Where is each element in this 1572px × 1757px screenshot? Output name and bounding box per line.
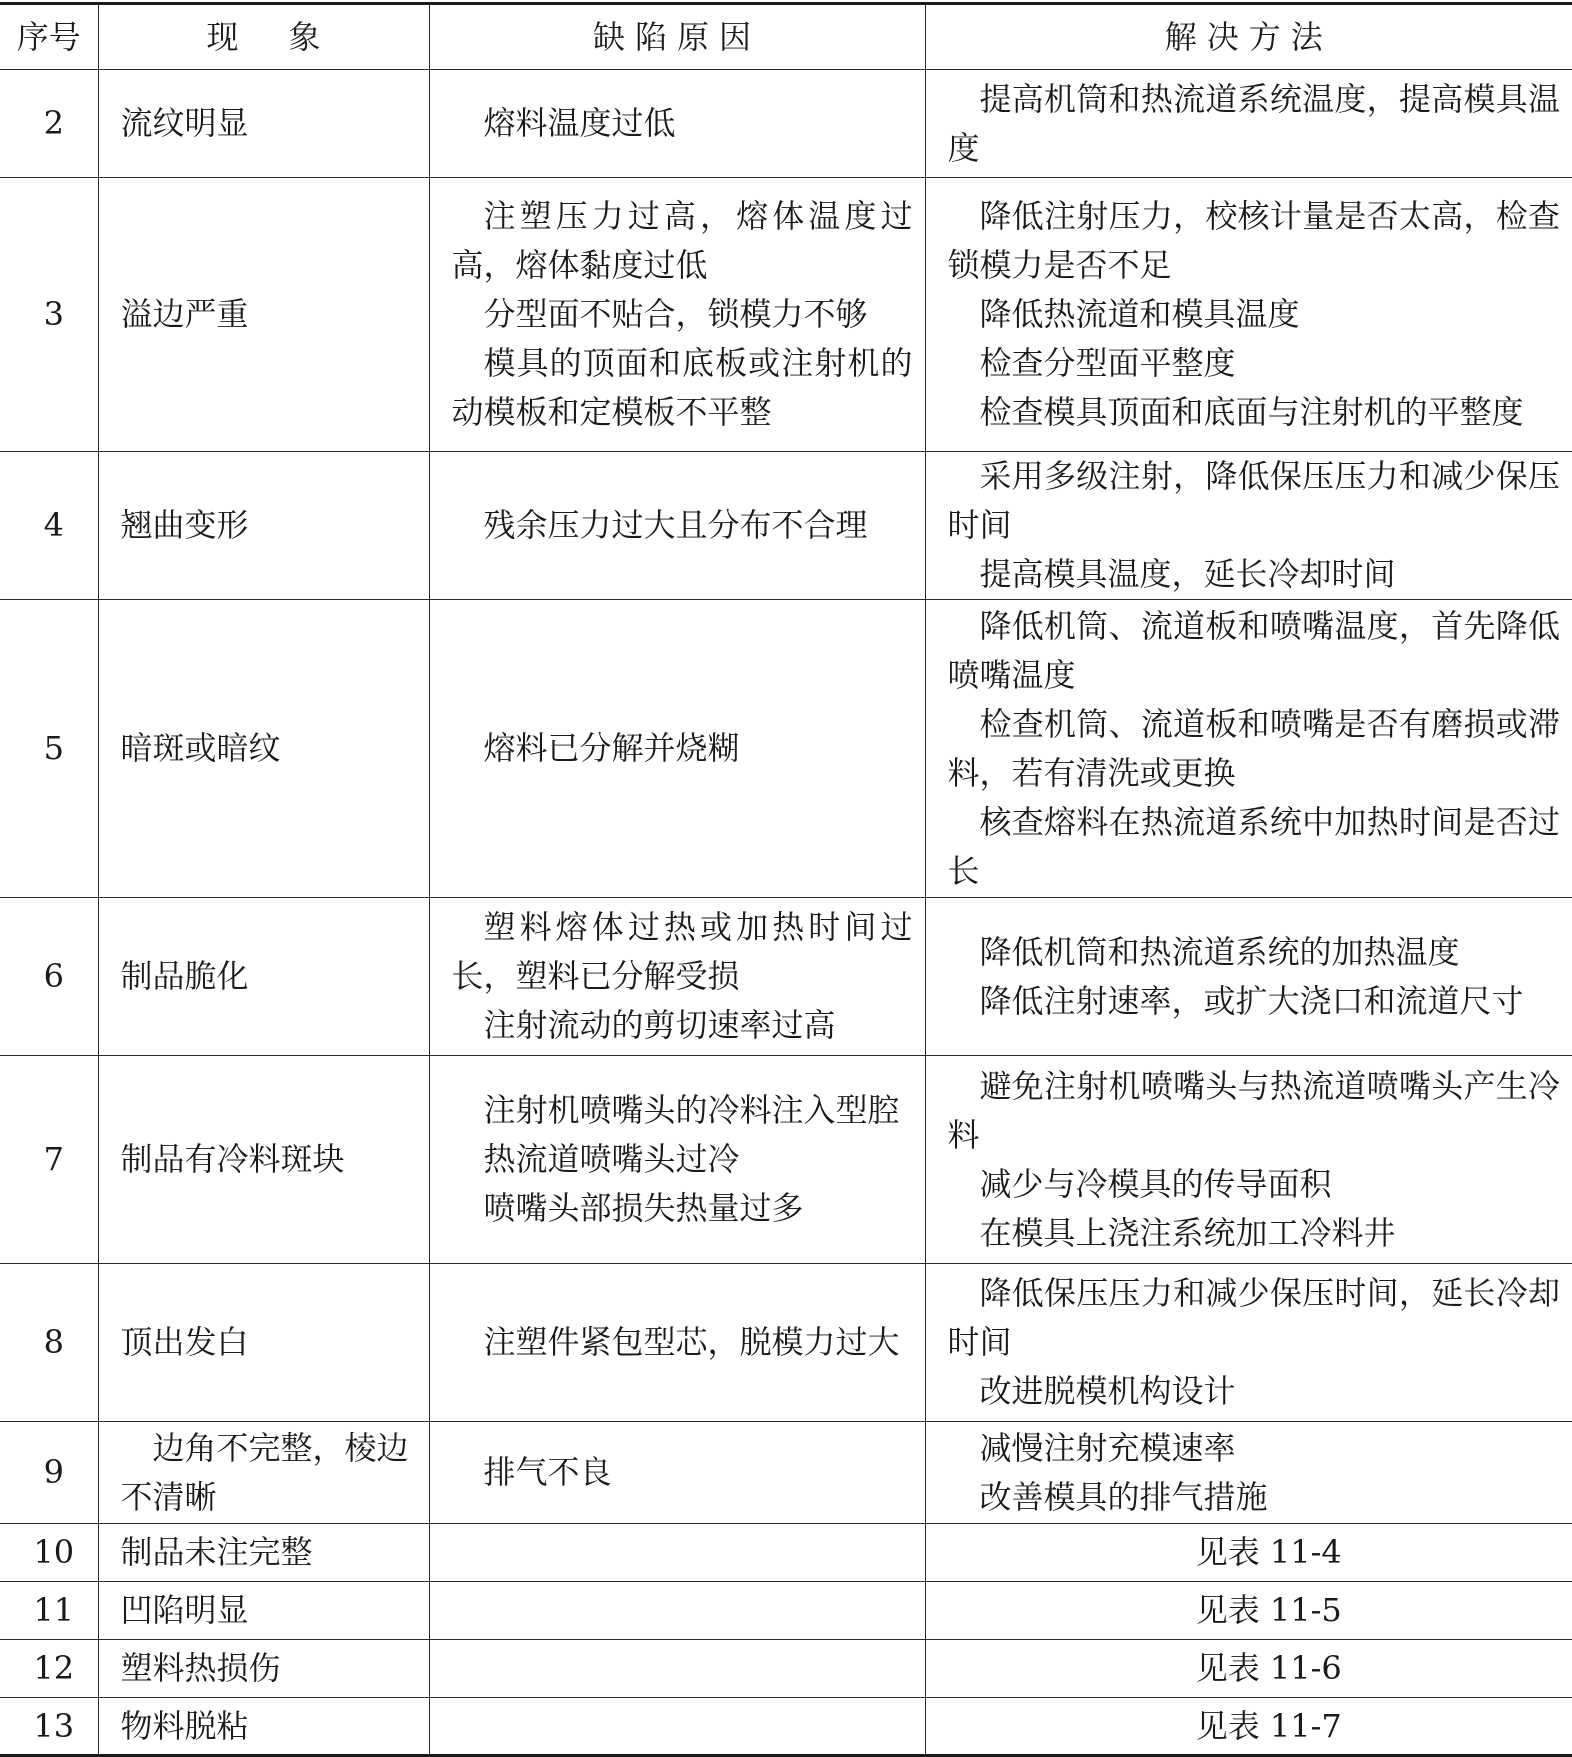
row-no: 4 [0,452,98,600]
cause-line: 注射机喷嘴头的冷料注入型腔 [483,1091,900,1129]
row-solution [925,1422,1572,1524]
solution-line: 降低热流道和模具温度 [979,295,1300,333]
row-cause-empty [429,1524,925,1582]
table-row [0,600,1572,898]
cause-line: 热流道喷嘴头过冷 [483,1140,740,1178]
solution-line: 检查分型面平整度 [979,344,1236,382]
row-reference [925,1640,1572,1698]
row-no: 8 [0,1264,98,1422]
solution-line: 降低机筒和热流道系统的加热温度 [979,932,1460,971]
table-row [0,1640,1572,1698]
solution-line: 检查模具顶面和底面与注射机的平整度 [979,393,1524,431]
row-phenomenon: 翘曲变形 [98,452,429,600]
row-cause-empty [429,1640,925,1698]
reference-text: 见表 11-5 [1195,1591,1342,1629]
row-no: 12 [0,1640,98,1698]
row-phenomenon: 流纹明显 [98,70,429,178]
row-solution [925,1264,1572,1422]
solution-line: 提高机筒和热流道系统温度，提高模具温度 [947,79,1560,167]
row-cause [429,1422,925,1524]
cause-line: 注塑件紧包型芯，脱模力过大 [483,1323,900,1361]
solution-line: 降低注射速率，或扩大浇口和流道尺寸 [979,981,1524,1020]
row-no: 10 [0,1524,98,1582]
cause-line: 塑料熔体过热或加热时间过长，塑料已分解受损 [451,908,913,995]
table-row [0,1524,1572,1582]
solution-line: 检查机筒、流道板和喷嘴是否有磨损或滞料，若有清洗或更换 [947,704,1560,792]
row-phenomenon: 物料脱粘 [98,1698,429,1756]
cause-line: 模具的顶面和底板或注射机的动模板和定模板不平整 [451,344,913,431]
cause-line: 残余压力过大且分布不合理 [483,506,868,544]
cause-line: 喷嘴头部损失热量过多 [483,1189,804,1227]
row-phenomenon: 制品有冷料斑块 [98,1056,429,1264]
row-solution [925,1056,1572,1264]
cause-line: 熔料已分解并烧糊 [483,729,740,767]
row-phenomenon: 制品脆化 [98,898,429,1056]
row-no: 3 [0,178,98,452]
row-phenomenon: 顶出发白 [98,1264,429,1422]
solution-line: 降低注射压力，校核计量是否太高，检查锁模力是否不足 [947,197,1560,284]
solution-line: 采用多级注射，降低保压压力和减少保压时间 [947,457,1560,544]
row-cause-empty [429,1698,925,1756]
row-phenomenon: 凹陷明显 [98,1582,429,1640]
table-row [0,1264,1572,1422]
row-reference [925,1698,1572,1756]
solution-line: 减少与冷模具的传导面积 [979,1164,1332,1203]
row-solution [925,178,1572,452]
row-cause [429,898,925,1056]
table-row [0,1582,1572,1640]
reference-text: 见表 11-6 [1195,1649,1342,1687]
table-header-row [0,4,1572,70]
header-phenomenon: 现象 [98,4,429,70]
cause-line: 熔料温度过低 [483,104,676,142]
header-no: 序号 [0,4,98,70]
solution-line: 改善模具的排气措施 [979,1477,1268,1516]
solution-line: 核查熔料在热流道系统中加热时间是否过长 [947,802,1560,890]
header-solution: 解决方法 [925,4,1572,70]
table-row [0,70,1572,178]
cause-line: 注塑压力过高，熔体温度过高，熔体黏度过低 [451,197,913,284]
row-no: 9 [0,1422,98,1524]
row-no: 5 [0,600,98,898]
cause-line: 排气不良 [483,1453,612,1491]
row-cause [429,1056,925,1264]
table-row [0,452,1572,600]
row-reference [925,1582,1572,1640]
reference-text: 见表 11-7 [1195,1706,1342,1745]
row-cause-empty [429,1582,925,1640]
row-no: 2 [0,70,98,178]
reference-text: 见表 11-4 [1195,1533,1342,1571]
row-cause [429,452,925,600]
row-phenomenon: 塑料热损伤 [98,1640,429,1698]
table-row [0,898,1572,1056]
row-cause [429,70,925,178]
cause-line: 分型面不贴合，锁模力不够 [483,295,868,333]
row-no: 6 [0,898,98,1056]
row-reference [925,1524,1572,1582]
row-phenomenon: 溢边严重 [98,178,429,452]
row-solution [925,452,1572,600]
solution-line: 在模具上浇注系统加工冷料井 [979,1213,1396,1252]
solution-line: 降低机筒、流道板和喷嘴温度，首先降低喷嘴温度 [947,606,1560,694]
solution-line: 减慢注射充模速率 [979,1428,1236,1467]
row-cause [429,600,925,898]
solution-line: 避免注射机喷嘴头与热流道喷嘴头产生冷料 [947,1066,1560,1154]
header-cause: 缺陷原因 [429,4,925,70]
table-row [0,178,1572,452]
row-no: 7 [0,1056,98,1264]
row-phenomenon: 制品未注完整 [98,1524,429,1582]
row-solution [925,600,1572,898]
row-cause [429,178,925,452]
row-solution [925,70,1572,178]
cause-line: 注射流动的剪切速率过高 [483,1006,836,1044]
row-cause [429,1264,925,1422]
table-row [0,1056,1572,1264]
solution-line: 提高模具温度，延长冷却时间 [979,555,1396,593]
row-no: 11 [0,1582,98,1640]
solution-line: 改进脱模机构设计 [979,1372,1236,1410]
table-row [0,1422,1572,1524]
row-no: 13 [0,1698,98,1756]
row-phenomenon [98,1422,429,1524]
phenomenon-text: 边角不完整，棱边不清晰 [120,1428,409,1516]
defects-table [0,2,1572,1757]
table-row [0,1698,1572,1756]
row-phenomenon: 暗斑或暗纹 [98,600,429,898]
solution-line: 降低保压压力和减少保压时间，延长冷却时间 [947,1274,1560,1361]
row-solution [925,898,1572,1056]
